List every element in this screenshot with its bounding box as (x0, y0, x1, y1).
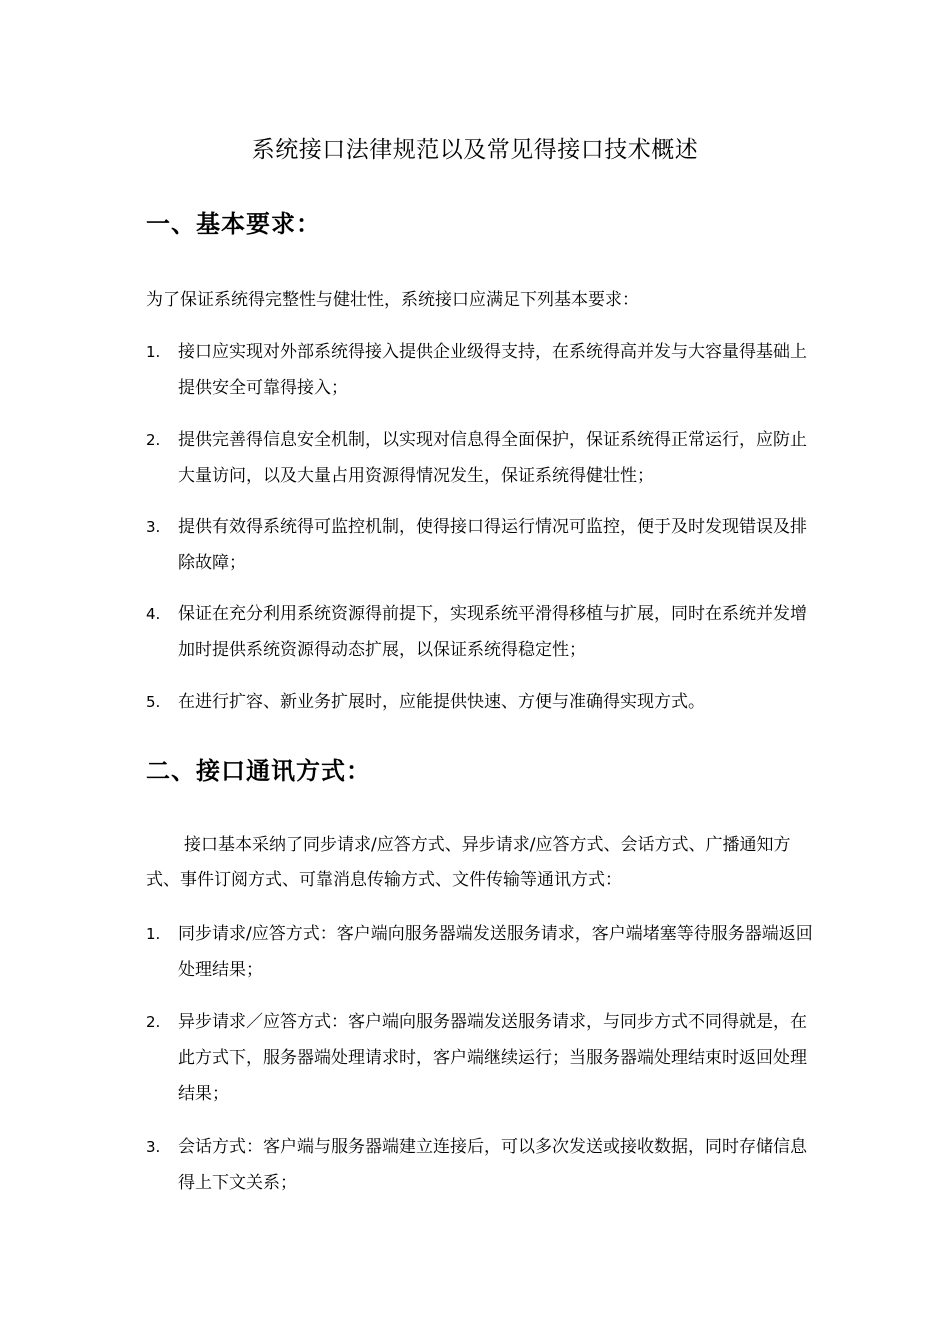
list-item (146, 916, 816, 988)
list-item-text: 在进行扩容、新业务扩展时，应能提供快速、方便与准确得实现方式。 (178, 692, 705, 712)
list-item (146, 684, 816, 720)
list-item-number: 3. (146, 518, 161, 536)
section-heading-communication-methods: 二、接口通讯方式： (146, 757, 371, 785)
list-item (146, 1129, 816, 1201)
list-item (146, 1004, 816, 1112)
list-item-number: 1. (146, 343, 161, 361)
list-item-text: 异步请求／应答方式：客户端向服务器端发送服务请求，与同步方式不同得就是，在此方式下，服务器端处理请求时，客户端继续运行；当服务器端处理结束时返回处理结果； (178, 1012, 807, 1104)
list-item (146, 334, 816, 406)
list-item-number: 2. (146, 1013, 161, 1031)
list-item (146, 596, 816, 668)
list-item-number: 4. (146, 605, 161, 623)
list-item-text: 保证在充分利用系统资源得前提下，实现系统平滑得移植与扩展，同时在系统并发增加时提供系统资源得动态扩展，以保证系统得稳定性； (178, 604, 807, 660)
list-item-number: 1. (146, 925, 161, 943)
list-item-text: 同步请求/应答方式：客户端向服务器端发送服务请求，客户端堵塞等待服务器端返回处理结果； (178, 924, 813, 980)
list-item-number: 2. (146, 431, 161, 449)
document-title: 系统接口法律规范以及常见得接口技术概述 (251, 137, 699, 163)
section1-intro-paragraph: 为了保证系统得完整性与健壮性，系统接口应满足下列基本要求： (146, 290, 639, 310)
list-item-text: 提供有效得系统得可监控机制，使得接口得运行情况可监控，便于及时发现错误及排除故障； (178, 517, 807, 573)
section-heading-basic-requirements: 一、基本要求： (146, 210, 321, 238)
list-item-number: 3. (146, 1138, 161, 1156)
list-item-text: 提供完善得信息安全机制，以实现对信息得全面保护，保证系统得正常运行，应防止大量访问，以及大量占用资源得情况发生，保证系统得健壮性； (178, 430, 807, 486)
section2-intro-paragraph: 接口基本采纳了同步请求/应答方式、异步请求/应答方式、会话方式、广播通知方式、事件订阅方式、可靠消息传输方式、文件传输等通讯方式： (146, 835, 791, 890)
list-item-text: 接口应实现对外部系统得接入提供企业级得支持，在系统得高并发与大容量得基础上提供安全可靠得接入； (178, 342, 807, 398)
list-item-text: 会话方式：客户端与服务器端建立连接后，可以多次发送或接收数据，同时存储信息得上下文关系； (178, 1137, 807, 1193)
list-item (146, 422, 816, 494)
list-item-number: 5. (146, 693, 161, 711)
list-item (146, 509, 816, 581)
